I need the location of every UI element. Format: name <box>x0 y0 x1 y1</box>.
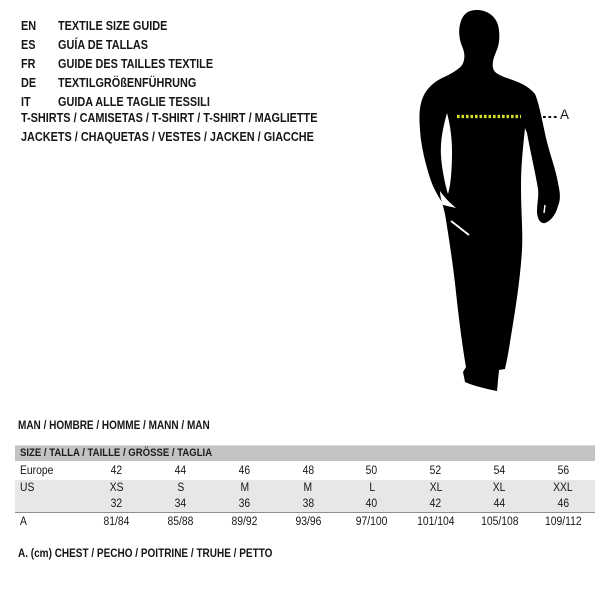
language-title: GUÍA DE TALLAS <box>58 37 149 52</box>
size-value-cell: XXL <box>553 482 573 494</box>
man-body-shape <box>419 10 559 391</box>
language-row <box>21 16 236 35</box>
tshirts-line: T-SHIRTS / CAMISETAS / T-SHIRT / T-SHIRT / MAGLIETTE <box>21 111 318 125</box>
size-value-cell: 54 <box>493 464 506 477</box>
size-value-cell: 56 <box>557 464 569 477</box>
size-value-cell: 85/88 <box>167 516 194 528</box>
thumb-highlight <box>544 205 545 213</box>
size-table <box>15 445 595 531</box>
size-value-cell: 109/112 <box>544 516 582 528</box>
size-value-cell: S <box>177 482 185 494</box>
size-value-cell: 105/108 <box>480 516 519 528</box>
man-section-heading: MAN / HOMBRE / HOMME / MANN / MAN <box>18 420 210 432</box>
size-row-label: A <box>20 516 27 528</box>
size-row-label: US <box>20 482 35 494</box>
size-value-cell: 40 <box>366 498 378 510</box>
language-title: GUIDA ALLE TAGLIE TESSILI <box>58 94 210 109</box>
size-table-row <box>15 512 595 531</box>
size-table-body <box>15 461 595 531</box>
size-table-row <box>15 480 595 496</box>
language-code: IT <box>21 94 31 109</box>
size-row-label: Europe <box>20 464 54 477</box>
size-value-cell: L <box>368 482 375 494</box>
size-value-cell: 93/96 <box>295 516 322 528</box>
size-value-cell: 101/104 <box>416 516 455 528</box>
product-categories <box>21 109 362 147</box>
size-value-cell: XS <box>109 482 124 494</box>
size-value-cell: 50 <box>366 464 378 477</box>
size-value-cell: 44 <box>174 464 187 477</box>
language-title: GUIDE DES TAILLES TEXTILE <box>58 56 214 71</box>
size-value-cell: 46 <box>238 464 251 477</box>
size-table-row <box>15 496 595 512</box>
man-silhouette <box>405 5 575 400</box>
size-value-cell: 48 <box>302 464 314 477</box>
language-row <box>21 35 236 54</box>
size-value-cell: XL <box>493 482 506 494</box>
size-table-header: SIZE / TALLA / TAILLE / GRÖSSE / TAGLIA <box>15 446 595 461</box>
language-title: TEXTILE SIZE GUIDE <box>58 18 168 33</box>
size-table-row <box>15 461 595 480</box>
size-value-cell: 38 <box>302 498 314 510</box>
size-value-cell: 81/84 <box>103 516 130 528</box>
size-value-cell: 89/92 <box>231 516 258 528</box>
language-code: ES <box>21 37 36 52</box>
language-row <box>21 73 236 92</box>
size-value-cell: 46 <box>557 498 569 510</box>
measurement-label-a: A <box>560 107 570 122</box>
size-value-cell: M <box>240 482 249 494</box>
language-row <box>21 54 236 73</box>
size-value-cell: 36 <box>238 498 251 510</box>
language-title: TEXTILGRÖßENFÜHRUNG <box>58 75 197 90</box>
size-value-cell: 32 <box>111 498 123 510</box>
size-value-cell: 42 <box>429 498 442 510</box>
size-value-cell: 52 <box>429 464 442 477</box>
size-value-cell: M <box>303 482 313 494</box>
chest-footnote: A. (cm) CHEST / PECHO / POITRINE / TRUHE / PETTO <box>18 548 273 560</box>
language-list <box>21 16 236 111</box>
jackets-line: JACKETS / CHAQUETAS / VESTES / JACKEN / GIACCHE <box>21 130 314 144</box>
size-value-cell: XL <box>429 482 442 494</box>
language-code: FR <box>21 56 36 71</box>
size-value-cell: 34 <box>174 498 187 510</box>
size-value-cell: 97/100 <box>356 516 388 528</box>
language-code: DE <box>21 75 37 90</box>
size-value-cell: 44 <box>493 498 506 510</box>
size-row-label <box>15 496 85 512</box>
size-value-cell: 42 <box>111 464 123 477</box>
language-code: EN <box>21 18 37 33</box>
